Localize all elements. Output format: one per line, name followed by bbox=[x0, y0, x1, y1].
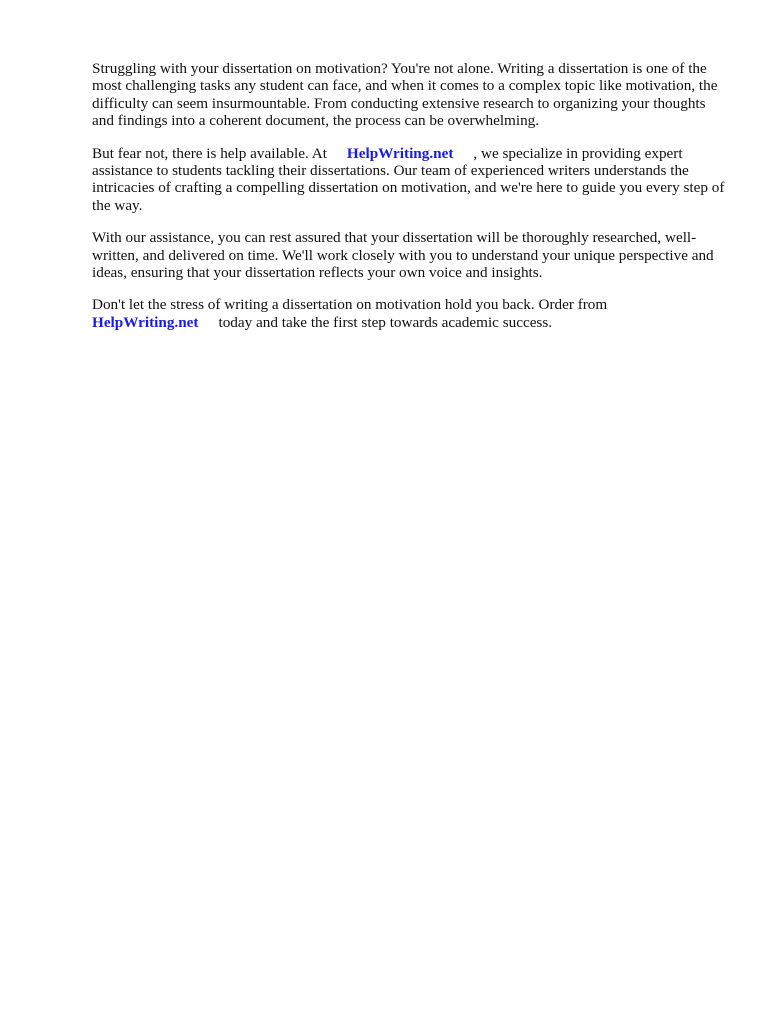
paragraph-help bbox=[92, 145, 728, 215]
paragraph-help-after: , we specialize in providing expert assistance to students tackling their dissertations. Our team of experienced writers understands the intricacies of crafting a compelling dissertation on motivation, and we're here to guide you every step of the way. bbox=[92, 144, 725, 214]
paragraph-order-after: today and take the first step towards academic success. bbox=[218, 313, 553, 331]
paragraph-order-before: Don't let the stress of writing a dissertation on motivation hold you back. Order from bbox=[92, 296, 608, 314]
paragraph-assistance: With our assistance, you can rest assured that your dissertation will be thoroughly researched, well-written, and delivered on time. We'll work closely with you to understand your unique perspective and ideas, ensuring that your dissertation reflects your own voice and insights. bbox=[92, 229, 714, 282]
document-page bbox=[92, 60, 728, 346]
paragraph-order bbox=[92, 296, 728, 331]
helpwriting-link[interactable]: HelpWriting.net bbox=[346, 144, 454, 162]
helpwriting-link-order[interactable]: HelpWriting.net bbox=[92, 313, 199, 331]
paragraph-intro: Struggling with your dissertation on motivation? You're not alone. Writing a dissertation is one of the most challenging tasks any student can face, and when it comes to a complex topic like motivation, the difficulty can seem insurmountable. From conducting extensive research to organizing your thoughts and findings into a coherent document, the process can be overwhelming. bbox=[92, 60, 718, 130]
paragraph-help-before: But fear not, there is help available. At bbox=[92, 144, 327, 162]
